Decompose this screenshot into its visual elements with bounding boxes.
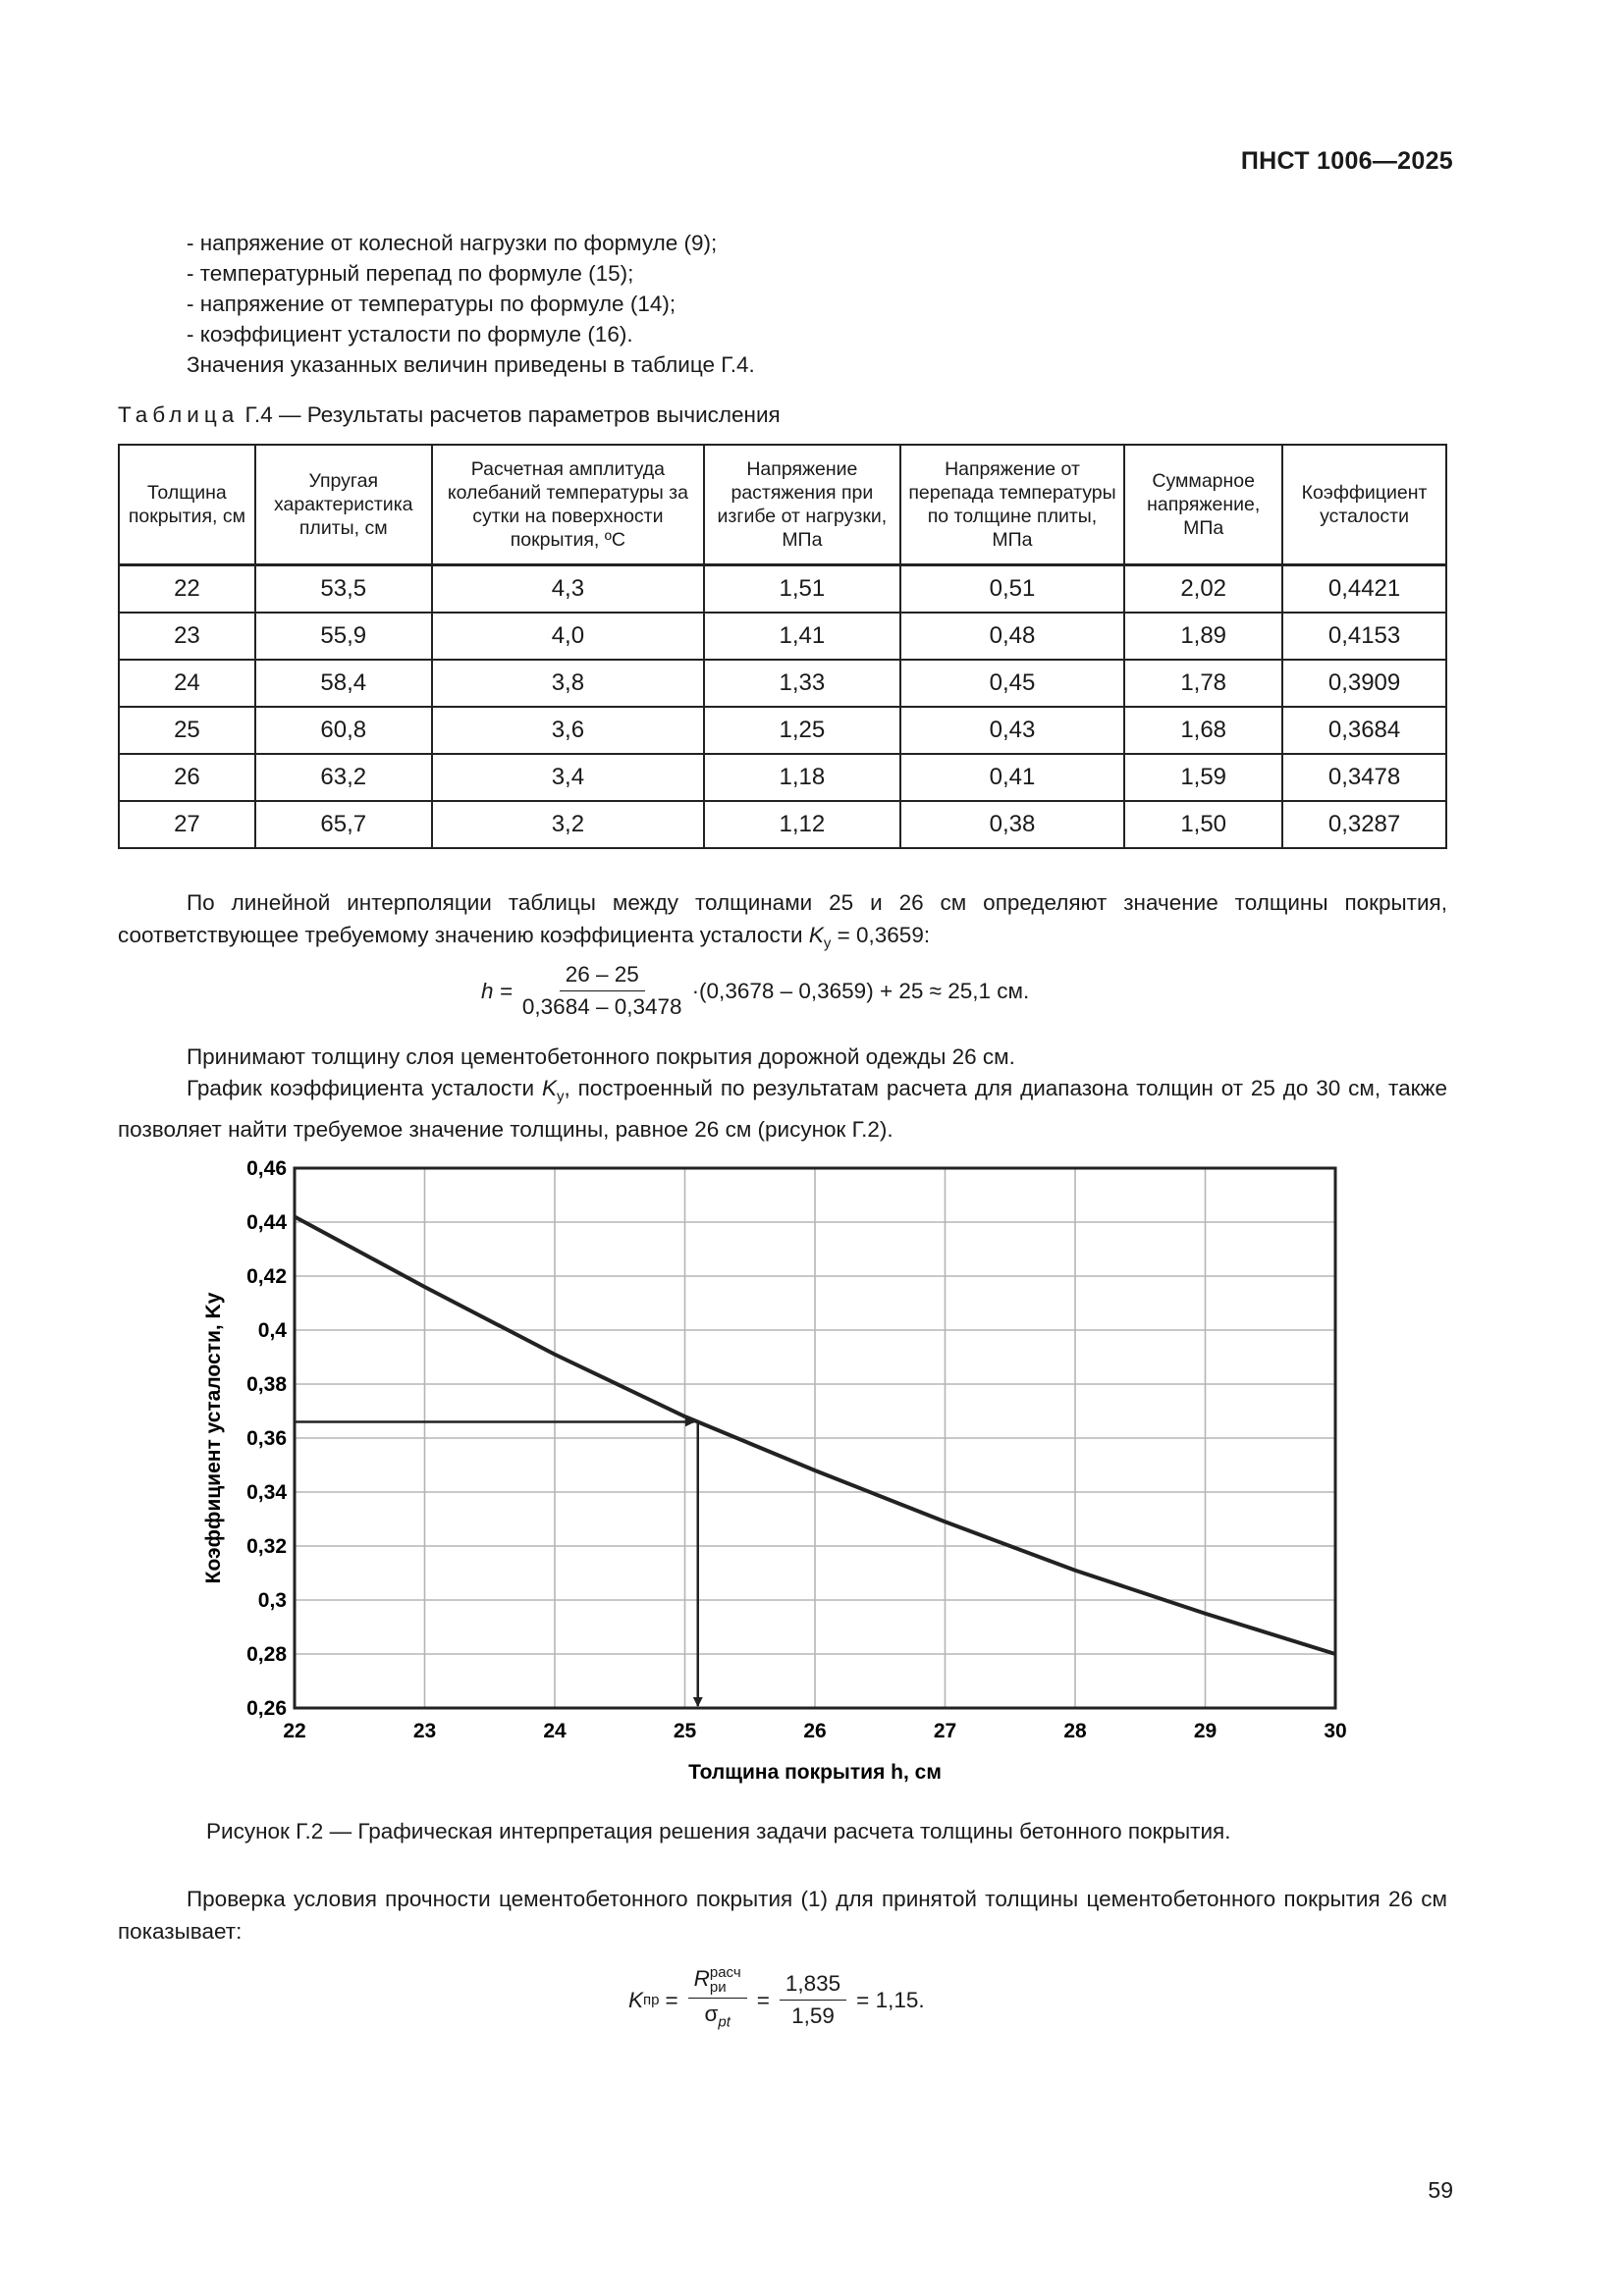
table-row (119, 565, 1446, 614)
value-denominator: 1,59 (791, 2003, 835, 2029)
table-caption (118, 402, 781, 428)
x-tick-label: 22 (283, 1720, 306, 1742)
table-cell: 0,51 (900, 565, 1125, 614)
graph-paragraph (118, 1072, 1447, 1146)
accept-paragraph: Принимают толщину слоя цементобетонного покрытия дорожной одежды 26 см. (187, 1044, 1015, 1069)
r-symbol: R (693, 1965, 710, 1991)
y-tick-label: 0,38 (246, 1373, 287, 1396)
x-axis-label: Толщина покрытия h, см (688, 1761, 942, 1784)
r-subscript: ри (709, 1979, 727, 1996)
table-cell: 3,6 (432, 707, 704, 754)
table-cell: 55,9 (255, 613, 432, 660)
table-cell: 0,38 (900, 801, 1125, 848)
formula-result: = 1,15. (856, 1987, 925, 2012)
table-cell: 58,4 (255, 660, 432, 707)
table-cell: 60,8 (255, 707, 432, 754)
x-tick-label: 29 (1193, 1720, 1218, 1742)
column-header: Коэффициент усталости (1282, 445, 1446, 565)
x-tick-label: 30 (1324, 1720, 1347, 1742)
x-tick-label: 26 (803, 1720, 827, 1742)
x-tick-label: 28 (1063, 1720, 1087, 1742)
fraction-denominator (698, 1999, 735, 2036)
column-header: Толщина покрытия, см (119, 445, 255, 565)
table-cell: 1,25 (704, 707, 900, 754)
table-cell: 0,3909 (1282, 660, 1446, 707)
y-tick-label: 0,3 (257, 1589, 287, 1612)
table-row (119, 754, 1446, 801)
x-tick-label: 24 (543, 1720, 567, 1742)
y-tick-label: 0,34 (246, 1481, 287, 1504)
table-cell: 3,8 (432, 660, 704, 707)
table-cell: 0,4153 (1282, 613, 1446, 660)
check-paragraph: Проверка условия прочности цементобетонного покрытия (1) для принятой толщины цементобетонного покрытия 26 см показывает: (118, 1887, 1447, 1944)
table-cell: 1,12 (704, 801, 900, 848)
table-caption-text: Г.4 — Результаты расчетов параметров вычисления (244, 402, 781, 427)
k-symbol: K (541, 1076, 557, 1100)
column-header: Расчетная амплитуда колебаний температуры за сутки на поверхности покрытия, ºС (432, 445, 704, 565)
table-cell: 24 (119, 660, 255, 707)
table-cell: 2,02 (1124, 565, 1282, 614)
table-cell: 0,41 (900, 754, 1125, 801)
table-cell: 4,3 (432, 565, 704, 614)
formula-numerator: 26 – 25 (560, 962, 645, 991)
figure-caption: Рисунок Г.2 — Графическая интерпретация решения задачи расчета толщины бетонного покрытия. (206, 1819, 1231, 1843)
y-axis-label: Коэффициент усталости, Kу (202, 1292, 225, 1584)
list-item: - коэффициент усталости по формуле (16). (187, 322, 633, 347)
y-tick-label: 0,36 (246, 1427, 287, 1450)
table-cell: 1,41 (704, 613, 900, 660)
intro-list (187, 228, 755, 380)
k-symbol: K (808, 923, 824, 947)
formula-fraction (516, 962, 688, 1020)
table-cell: 0,48 (900, 613, 1125, 660)
fraction-numerator (688, 1965, 747, 1999)
table-row (119, 707, 1446, 754)
table-header-row (119, 445, 1446, 565)
y-tick-label: 0,28 (246, 1643, 287, 1666)
table-cell: 53,5 (255, 565, 432, 614)
table-row (119, 801, 1446, 848)
value-numerator: 1,835 (780, 1971, 846, 2001)
table-row (119, 613, 1446, 660)
list-item: - температурный перепад по формуле (15); (187, 261, 634, 286)
column-header: Упругая характеристика плиты, см (255, 445, 432, 565)
y-tick-label: 0,4 (257, 1319, 287, 1342)
kpr-symbol: K (628, 1987, 644, 2012)
page-number: 59 (1428, 2177, 1453, 2203)
standard-header: ПНСТ 1006—2025 (1240, 147, 1453, 175)
sigma-symbol: σ (704, 2002, 719, 2026)
table-cell: 1,78 (1124, 660, 1282, 707)
y-tick-label: 0,42 (246, 1265, 287, 1288)
table-caption-label: Таблица (118, 402, 240, 427)
column-header: Напряжение от перепада температуры по толщине плиты, МПа (900, 445, 1125, 565)
x-tick-label: 23 (412, 1720, 437, 1742)
table-cell: 65,7 (255, 801, 432, 848)
table-cell: 0,43 (900, 707, 1125, 754)
table-cell: 0,3684 (1282, 707, 1446, 754)
list-item: - напряжение от температуры по формуле (14); (187, 292, 677, 316)
table-cell: 26 (119, 754, 255, 801)
table-cell: 1,51 (704, 565, 900, 614)
table-cell: 0,4421 (1282, 565, 1446, 614)
interpolation-formula (481, 962, 1029, 1020)
values-note: Значения указанных величин приведены в таблице Г.4. (187, 352, 755, 377)
table-cell: 27 (119, 801, 255, 848)
table-cell: 3,4 (432, 754, 704, 801)
strength-formula (628, 1965, 925, 2036)
table-cell: 0,3287 (1282, 801, 1446, 848)
graph-text-a: График коэффициента усталости (187, 1076, 535, 1100)
formula-rhs: ·(0,3678 – 0,3659) + 25 ≈ 25,1 см. (691, 978, 1030, 1003)
table-cell: 22 (119, 565, 255, 614)
y-tick-label: 0,26 (246, 1697, 287, 1720)
k-subscript: у (556, 1088, 565, 1105)
equals-sign: = (756, 1987, 770, 2012)
table-cell: 25 (119, 707, 255, 754)
k-subscript: у (823, 934, 832, 952)
formula-denominator: 0,3684 – 0,3478 (521, 994, 682, 1019)
chart-grid (295, 1168, 1335, 1708)
table-row (119, 660, 1446, 707)
table-cell: 1,50 (1124, 801, 1282, 848)
x-tick-labels (283, 1720, 1346, 1742)
kpr-subscript: пр (643, 1992, 660, 2009)
y-tick-label: 0,46 (246, 1157, 287, 1180)
sigma-subscript: pt (718, 2013, 731, 2031)
y-tick-labels (246, 1157, 287, 1720)
interpolation-text: По линейной интерполяции таблицы между толщинами 25 и 26 см определяют значение толщины покрытия, соответствующее требуемому значению коэффициента усталости (118, 890, 1447, 947)
x-tick-label: 27 (933, 1720, 957, 1742)
graph-text-b: , построенный по результатам расчета для диапазона толщин от 25 до 30 см, также позволяет найти требуемое значение толщины, равное 26 см (рисунок Г.2). (118, 1076, 1447, 1142)
table-cell: 0,3478 (1282, 754, 1446, 801)
table-cell: 23 (119, 613, 255, 660)
fraction-values (780, 1971, 846, 2029)
list-item: - напряжение от колесной нагрузки по формуле (9); (187, 231, 718, 255)
table-cell: 1,59 (1124, 754, 1282, 801)
fatigue-chart (187, 1150, 1375, 1798)
table-cell: 1,33 (704, 660, 900, 707)
equals-sign: = (665, 1987, 678, 2012)
x-tick-label: 25 (673, 1720, 697, 1742)
table-cell: 1,68 (1124, 707, 1282, 754)
table-cell: 0,45 (900, 660, 1125, 707)
y-tick-label: 0,44 (246, 1211, 287, 1234)
column-header: Напряжение растяжения при изгибе от нагрузки, МПа (704, 445, 900, 565)
y-tick-label: 0,32 (246, 1535, 287, 1558)
column-header: Суммарное напряжение, МПа (1124, 445, 1282, 565)
r-superscript: расч (709, 1964, 741, 1981)
interpolation-paragraph (118, 886, 1447, 960)
results-table (118, 444, 1447, 849)
table-cell: 3,2 (432, 801, 704, 848)
table-cell: 63,2 (255, 754, 432, 801)
formula-lhs: h = (481, 978, 513, 1003)
table-cell: 4,0 (432, 613, 704, 660)
interpolation-value: = 0,3659: (837, 923, 931, 947)
table-cell: 1,89 (1124, 613, 1282, 660)
table-cell: 1,18 (704, 754, 900, 801)
fraction-r-sigma (688, 1965, 747, 2036)
